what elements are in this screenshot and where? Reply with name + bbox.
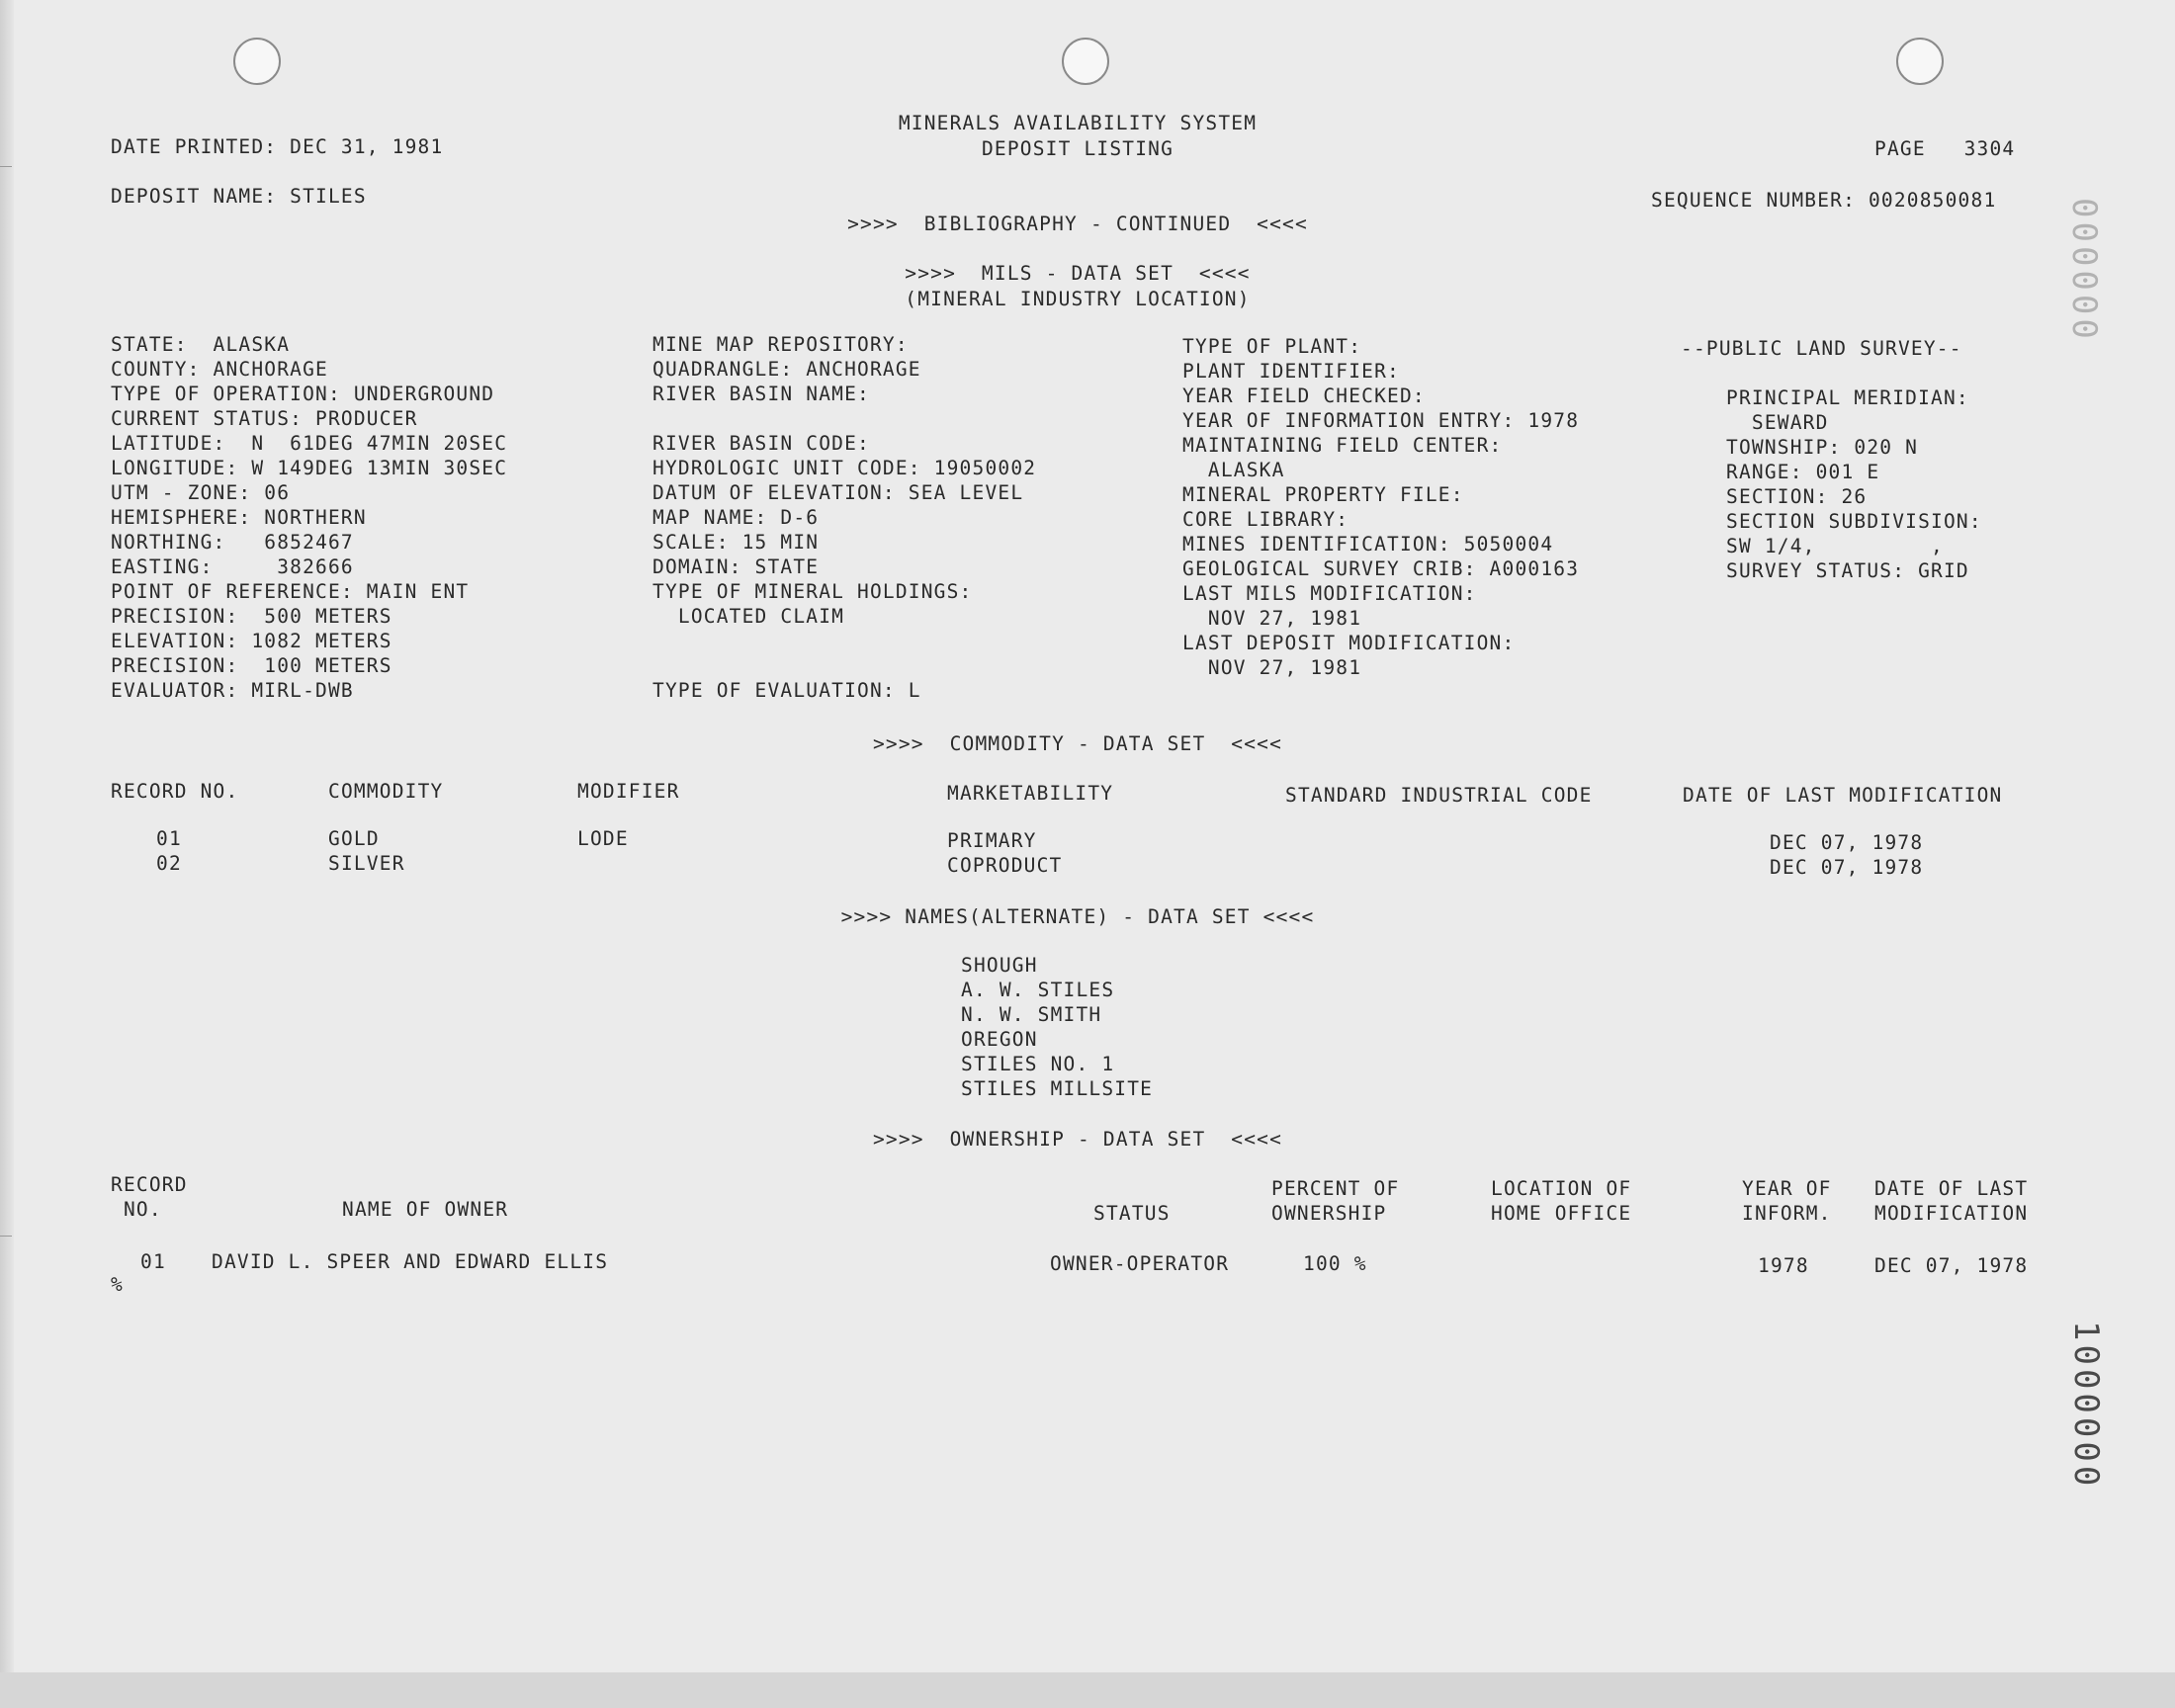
mils-line: HEMISPHERE: NORTHERN: [111, 506, 367, 529]
commodity-date: DEC 07, 1978: [1770, 831, 1924, 854]
mils-line: LAST MILS MODIFICATION:: [1182, 582, 1477, 605]
list-item: STILES MILLSITE: [961, 1077, 1154, 1100]
ownership-heading: >>>> OWNERSHIP - DATA SET <<<<: [872, 1128, 1283, 1151]
ownership-header-percent: PERCENT OF: [1271, 1177, 1400, 1200]
mils-line: MINES IDENTIFICATION: 5050004: [1182, 533, 1554, 555]
commodity-record-no: 02: [156, 852, 182, 875]
ownership-record-no: 01: [140, 1250, 166, 1273]
ownership-owner-name: DAVID L. SPEER AND EDWARD ELLIS: [212, 1250, 609, 1273]
ownership-header-date-2: MODIFICATION: [1874, 1202, 2029, 1225]
ownership-header-location-2: HOME OFFICE: [1491, 1202, 1632, 1225]
bibliography-heading: >>>> BIBLIOGRAPHY - CONTINUED <<<<: [847, 213, 1308, 235]
commodity-marketability: PRIMARY: [947, 829, 1037, 852]
mils-line: QUADRANGLE: ANCHORAGE: [652, 358, 921, 381]
commodity-header-record: RECORD NO.: [111, 780, 239, 803]
mils-line: LOCATED CLAIM: [652, 605, 845, 628]
commodity-header-date: DATE OF LAST MODIFICATION: [1683, 784, 2003, 807]
mils-line: ELEVATION: 1082 METERS: [111, 630, 392, 652]
mils-line: PRECISION: 500 METERS: [111, 605, 392, 628]
list-item: N. W. SMITH: [961, 1003, 1102, 1026]
ownership-year: 1978: [1758, 1254, 1809, 1277]
ownership-header-date: DATE OF LAST: [1874, 1177, 2029, 1200]
mils-line: ALASKA: [1182, 459, 1285, 481]
mils-line: NORTHING: 6852467: [111, 531, 354, 554]
commodity-marketability: COPRODUCT: [947, 854, 1063, 877]
ownership-header-status: STATUS: [1093, 1202, 1171, 1225]
mils-line: PRECISION: 100 METERS: [111, 654, 392, 677]
mils-line: DOMAIN: STATE: [652, 555, 820, 578]
commodity-header-sic: STANDARD INDUSTRIAL CODE: [1285, 784, 1593, 807]
mils-line: NOV 27, 1981: [1182, 607, 1362, 630]
mils-line: PRINCIPAL MERIDIAN:: [1726, 386, 1969, 409]
mils-line: COUNTY: ANCHORAGE: [111, 358, 328, 381]
public-land-survey-title: --PUBLIC LAND SURVEY--: [1681, 337, 1962, 360]
mils-line: LATITUDE: N 61DEG 47MIN 20SEC: [111, 432, 508, 455]
mils-line: TYPE OF PLANT:: [1182, 335, 1362, 358]
mils-line: LAST DEPOSIT MODIFICATION:: [1182, 632, 1516, 654]
ownership-header-record-no: NO.: [111, 1198, 162, 1221]
ownership-header-year: YEAR OF: [1742, 1177, 1832, 1200]
margin-digits-upper: 000000: [2064, 198, 2104, 343]
mils-line: GEOLOGICAL SURVEY CRIB: A000163: [1182, 557, 1580, 580]
listing-title: DEPOSIT LISTING: [981, 137, 1174, 160]
mils-line: TYPE OF EVALUATION: L: [652, 679, 921, 702]
mils-line: YEAR FIELD CHECKED:: [1182, 384, 1426, 407]
mils-line: MAP NAME: D-6: [652, 506, 820, 529]
mils-line: RIVER BASIN CODE:: [652, 432, 870, 455]
punch-hole-left: [233, 38, 281, 85]
mils-line: PLANT IDENTIFIER:: [1182, 360, 1400, 383]
mils-line: RANGE: 001 E: [1726, 461, 1880, 483]
commodity-modifier: LODE: [577, 827, 629, 850]
mils-line: MAINTAINING FIELD CENTER:: [1182, 434, 1503, 457]
list-item: OREGON: [961, 1028, 1038, 1051]
mils-line: SECTION SUBDIVISION:: [1726, 510, 1982, 533]
ownership-header-percent-2: OWNERSHIP: [1271, 1202, 1387, 1225]
page-edge: [0, 0, 14, 1708]
ownership-header-location: LOCATION OF: [1491, 1177, 1632, 1200]
list-item: SHOUGH: [961, 954, 1038, 977]
mils-line: MINERAL PROPERTY FILE:: [1182, 483, 1464, 506]
mils-line: CURRENT STATUS: PRODUCER: [111, 407, 418, 430]
ownership-status: OWNER-OPERATOR: [1050, 1252, 1230, 1275]
date-printed: DATE PRINTED: DEC 31, 1981: [111, 135, 444, 158]
mils-line: POINT OF REFERENCE: MAIN ENT: [111, 580, 470, 603]
ownership-date: DEC 07, 1978: [1874, 1254, 2029, 1277]
commodity-heading: >>>> COMMODITY - DATA SET <<<<: [872, 732, 1283, 755]
mils-line: SCALE: 15 MIN: [652, 531, 820, 554]
commodity-record-no: 01: [156, 827, 182, 850]
mils-line: DATUM OF ELEVATION: SEA LEVEL: [652, 481, 1024, 504]
mils-line: SURVEY STATUS: GRID: [1726, 559, 1969, 582]
mils-line: EASTING: 382666: [111, 555, 354, 578]
end-of-record-mark: %: [111, 1273, 124, 1296]
commodity-header-modifier: MODIFIER: [577, 780, 680, 803]
mils-line: RIVER BASIN NAME:: [652, 383, 870, 405]
perforation-mark: [0, 1236, 12, 1237]
commodity-header-commodity: COMMODITY: [328, 780, 444, 803]
mils-line: NOV 27, 1981: [1182, 656, 1362, 679]
mils-line: SW 1/4, ,: [1726, 535, 1944, 557]
sequence-number: SEQUENCE NUMBER: 0020850081: [1651, 189, 1997, 212]
commodity-name: GOLD: [328, 827, 380, 850]
mils-line: MINE MAP REPOSITORY:: [652, 333, 909, 356]
system-title: MINERALS AVAILABILITY SYSTEM: [898, 112, 1258, 134]
ownership-header-year-2: INFORM.: [1742, 1202, 1832, 1225]
mils-line: TYPE OF OPERATION: UNDERGROUND: [111, 383, 495, 405]
margin-digits-lower: 1000000: [2066, 1321, 2106, 1491]
mils-heading: >>>> MILS - DATA SET <<<<: [905, 262, 1251, 285]
mils-line: TYPE OF MINERAL HOLDINGS:: [652, 580, 973, 603]
mils-line: SEWARD: [1726, 411, 1829, 434]
names-heading: >>>> NAMES(ALTERNATE) - DATA SET <<<<: [840, 905, 1315, 928]
punch-hole-right: [1896, 38, 1944, 85]
mils-line: YEAR OF INFORMATION ENTRY: 1978: [1182, 409, 1580, 432]
mils-line: STATE: ALASKA: [111, 333, 291, 356]
mils-line: CORE LIBRARY:: [1182, 508, 1349, 531]
deposit-name: DEPOSIT NAME: STILES: [111, 185, 367, 208]
page-number: PAGE 3304: [1874, 137, 2016, 160]
ownership-percent: 100 %: [1303, 1252, 1367, 1275]
ownership-header-name: NAME OF OWNER: [342, 1198, 509, 1221]
perforation-mark: [0, 166, 12, 167]
list-item: A. W. STILES: [961, 979, 1115, 1001]
ownership-header-record: RECORD: [111, 1173, 188, 1196]
commodity-header-marketability: MARKETABILITY: [947, 782, 1114, 805]
list-item: STILES NO. 1: [961, 1053, 1115, 1075]
mils-line: HYDROLOGIC UNIT CODE: 19050002: [652, 457, 1037, 479]
commodity-date: DEC 07, 1978: [1770, 856, 1924, 879]
mils-line: SECTION: 26: [1726, 485, 1868, 508]
scan-bottom-edge: [0, 1672, 2175, 1708]
mils-subheading: (MINERAL INDUSTRY LOCATION): [905, 288, 1251, 310]
commodity-name: SILVER: [328, 852, 405, 875]
mils-line: TOWNSHIP: 020 N: [1726, 436, 1919, 459]
punch-hole-center: [1062, 38, 1109, 85]
mils-line: LONGITUDE: W 149DEG 13MIN 30SEC: [111, 457, 508, 479]
mils-line: EVALUATOR: MIRL-DWB: [111, 679, 354, 702]
mils-line: UTM - ZONE: 06: [111, 481, 291, 504]
